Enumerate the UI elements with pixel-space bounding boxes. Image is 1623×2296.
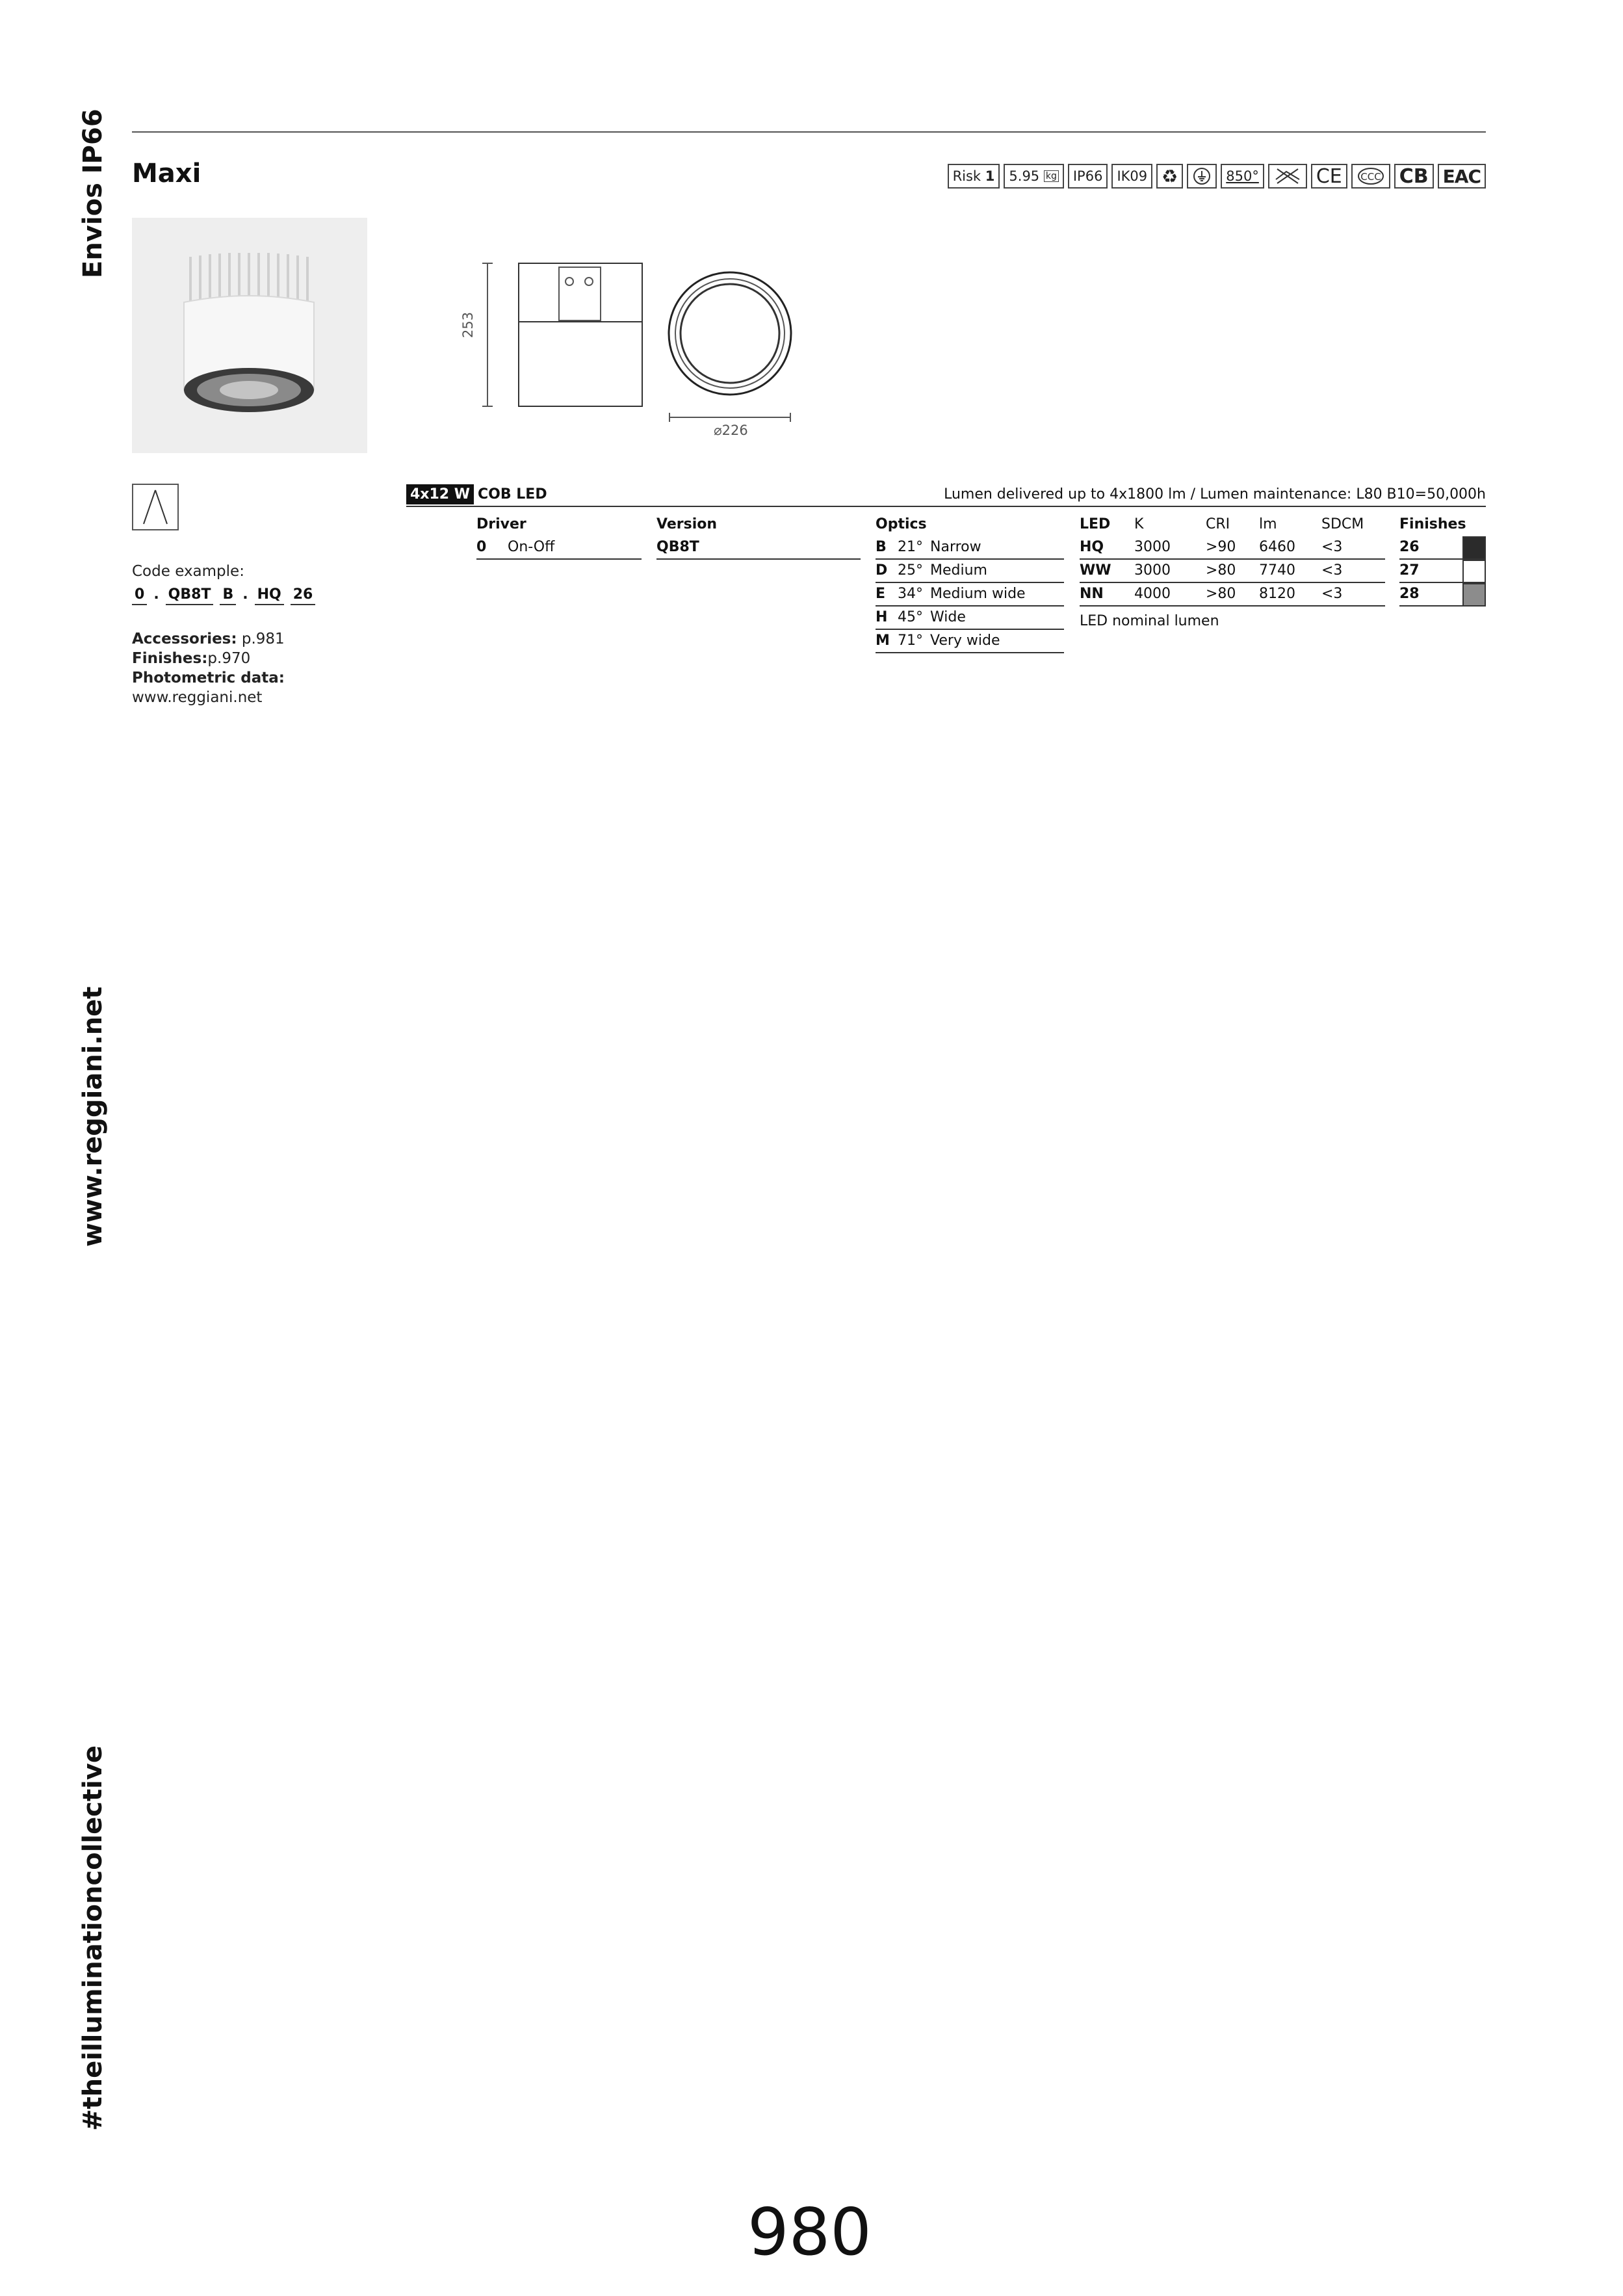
version-header: Version [656, 516, 718, 532]
code-example-label: Code example: [132, 563, 244, 580]
code-segment: 26 [291, 586, 316, 605]
code-separator: . [242, 586, 248, 603]
photometric-label: Photometric data: [132, 670, 285, 686]
table-row: 27 [1399, 560, 1486, 583]
table-row: 0 On-Off [476, 536, 642, 560]
table-row: B 21° Narrow [876, 536, 1064, 560]
glow-wire-badge: 850° [1221, 164, 1264, 189]
ccc-mark-icon [1351, 164, 1390, 189]
reference-block [132, 629, 285, 707]
sidebar-hashtag: #theilluminationcollective [78, 1745, 108, 2131]
ik-rating-badge: IK09 [1111, 164, 1152, 189]
code-example [132, 586, 315, 605]
product-photo [132, 218, 367, 453]
page-number: 980 [747, 2194, 872, 2270]
table-row: 28 [1399, 583, 1486, 607]
diameter-dimension: ⌀226 [714, 423, 748, 438]
accessories-label: Accessories: [132, 631, 237, 647]
spec-band [406, 484, 1486, 507]
no-cover-icon [1268, 164, 1307, 189]
technical-drawing [448, 257, 812, 448]
led-type: COB LED [478, 486, 547, 502]
wattage-badge: 4x12 W [406, 484, 474, 504]
lumen-info: Lumen delivered up to 4x1800 lm / Lumen maintenance: L80 B10=50,000h [944, 486, 1486, 502]
table-row: M 71° Very wide [876, 630, 1064, 653]
led-note: LED nominal lumen [1080, 613, 1219, 629]
beam-angle-icon [132, 484, 179, 530]
weight-badge: 5.95 kg [1004, 164, 1063, 189]
version-column [656, 513, 861, 560]
table-row: QB8T [656, 536, 861, 560]
led-column [1080, 513, 1385, 629]
led-header-row: LED K CRI lm SDCM [1080, 516, 1364, 532]
code-segment: B [220, 586, 236, 605]
eac-mark-icon: EAC [1438, 164, 1486, 189]
earth-class-icon [1187, 164, 1217, 189]
product-title: Maxi [132, 159, 201, 189]
sidebar-series-label: Envios IP66 [78, 109, 108, 278]
height-dimension: 253 [460, 311, 476, 338]
finishes-page[interactable]: p.970 [207, 650, 251, 667]
ip-rating-badge: IP66 [1068, 164, 1108, 189]
code-separator: . [153, 586, 159, 603]
header-rule [132, 131, 1486, 133]
cb-mark-icon: CB [1394, 164, 1434, 189]
optics-header: Optics [876, 516, 927, 532]
table-row: HQ 3000 >90 6460 <3 [1080, 536, 1385, 560]
finish-swatch [1462, 583, 1486, 607]
accessories-page[interactable]: p.981 [241, 631, 285, 647]
svg-text:CCC: CCC [1360, 171, 1381, 183]
finishes-header: Finishes [1399, 516, 1466, 532]
sidebar-website[interactable]: www.reggiani.net [78, 986, 108, 1247]
code-segment: HQ [255, 586, 284, 605]
ce-mark-icon: CE [1311, 164, 1347, 189]
finishes-column [1399, 513, 1486, 607]
website-link[interactable]: www.reggiani.net [132, 689, 263, 706]
table-row: D 25° Medium [876, 560, 1064, 583]
recycle-icon: ♻ [1156, 164, 1183, 189]
driver-header: Driver [476, 516, 526, 532]
table-row: 26 [1399, 536, 1486, 560]
certification-strip [948, 164, 1486, 189]
finish-swatch [1462, 536, 1486, 560]
table-row: H 45° Wide [876, 607, 1064, 630]
risk-badge: Risk 1 [948, 164, 1000, 189]
code-segment: 0 [132, 586, 147, 605]
table-row: E 34° Medium wide [876, 583, 1064, 607]
finish-swatch [1462, 560, 1486, 583]
table-row: NN 4000 >80 8120 <3 [1080, 583, 1385, 607]
optics-column [876, 513, 1064, 653]
table-row: WW 3000 >80 7740 <3 [1080, 560, 1385, 583]
code-segment: QB8T [166, 586, 214, 605]
driver-column [476, 513, 642, 560]
finishes-label: Finishes: [132, 650, 208, 667]
